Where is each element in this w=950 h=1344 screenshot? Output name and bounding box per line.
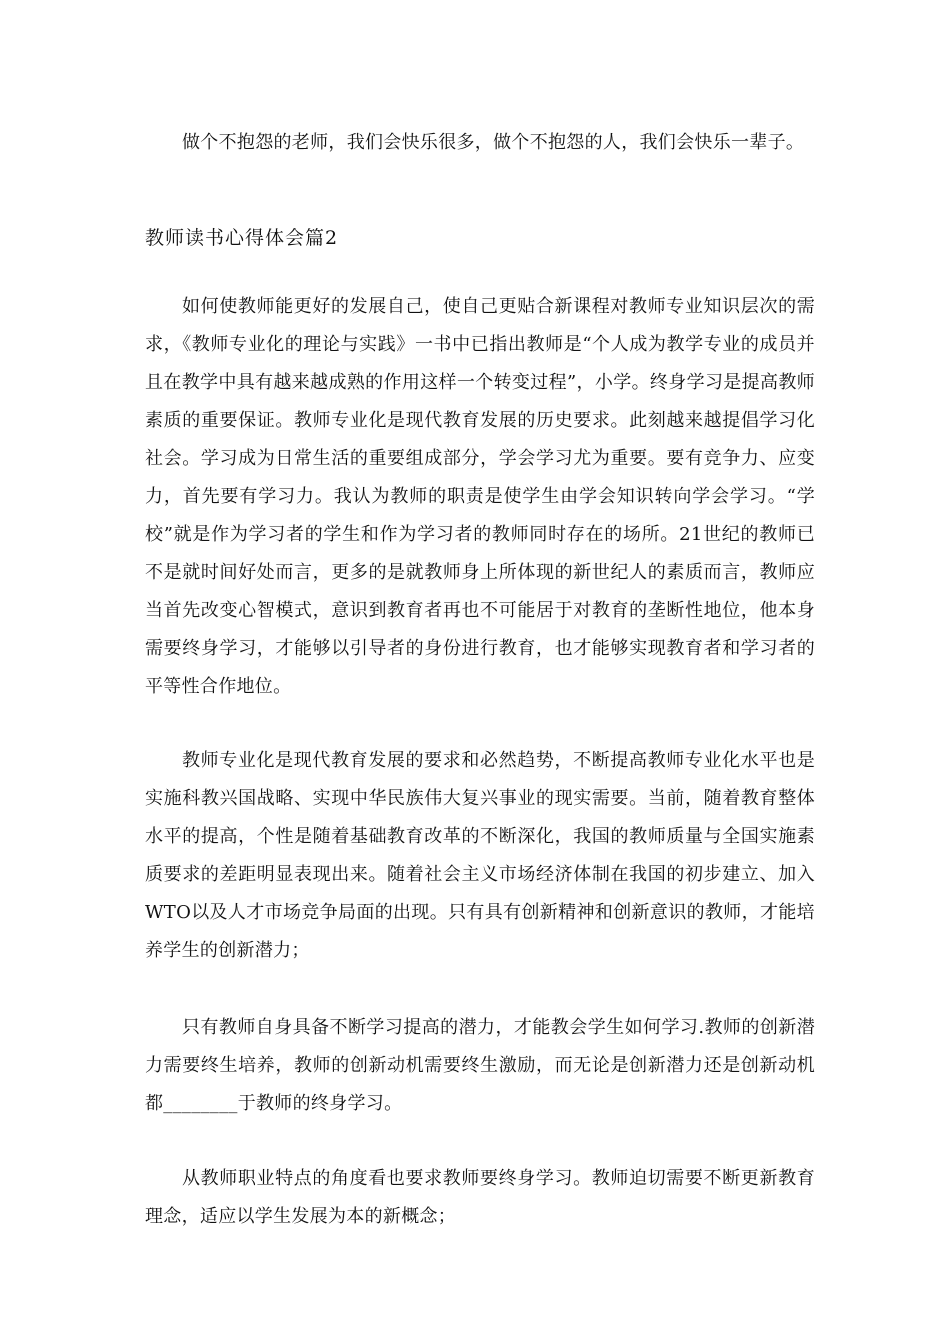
- body-paragraph-3: 只有教师自身具备不断学习提高的潜力，才能教会学生如何学习.教师的创新潜力需要终生培养，教师的创新动机需要终生激励，而无论是创新潜力还是创新动机都________于教师的终身学习。: [145, 1017, 815, 1114]
- body-paragraph-4: 从教师职业特点的角度看也要求教师要终身学习。教师迫切需要不断更新教育理念，适应以学生发展为本的新概念；: [145, 1168, 815, 1227]
- section-heading: 教师读书心得体会篇2: [145, 227, 339, 249]
- body-paragraph-2: 教师专业化是现代教育发展的要求和必然趋势，不断提高教师专业化水平也是实施科教兴国战略、实现中华民族伟大复兴事业的现实需要。当前，随着教育整体水平的提高，个性是随着基础教育改革的不断深化，我国的教师质量与全国实施素质要求的差距明显表现出来。随着社会主义市场经济体制在我国的初步建立、加入WTO以及人才市场竞争局面的出现。只有具有创新精神和创新意识的教师，才能培养学生的创新潜力；: [145, 750, 815, 961]
- intro-paragraph: 做个不抱怨的老师，我们会快乐很多，做个不抱怨的人，我们会快乐一辈子。: [182, 132, 805, 153]
- body-paragraph-1: 如何使教师能更好的发展自己，使自己更贴合新课程对教师专业知识层次的需求，《教师专业化的理论与实践》一书中已指出教师是“个人成为教学专业的成员并且在教学中具有越来越成熟的作用这样一个转变过程”，小学。终身学习是提高教师素质的重要保证。教师专业化是现代教育发展的历史要求。此刻越来越提倡学习化社会。学习成为日常生活的重要组成部分，学会学习尤为重要。要有竞争力、应变力，首先要有学习力。我认为教师的职责是使学生由学会知识转向学会学习。“学校”就是作为学习者的学生和作为学习者的教师同时存在的场所。21世纪的教师已不是就时间好处而言，更多的是就教师身上所体现的新世纪人的素质而言，教师应当首先改变心智模式，意识到教育者再也不可能居于对教育的垄断性地位，他本身需要终身学习，才能够以引导者的身份进行教育，也才能够实现教育者和学习者的平等性合作地位。: [145, 296, 815, 697]
